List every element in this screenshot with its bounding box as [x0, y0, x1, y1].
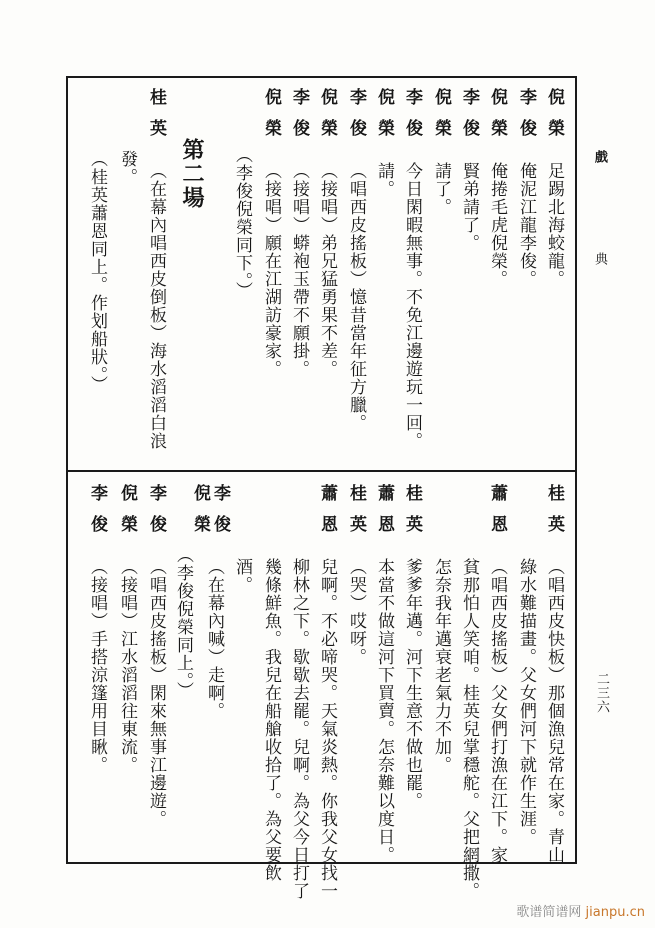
dialogue-line: （哭）哎呀。: [346, 558, 366, 666]
dialogue-line: （在幕內喊）走啊。: [204, 558, 224, 720]
speaker: 李俊: [289, 88, 309, 150]
page-number: 二三六: [594, 672, 609, 714]
speaker: 倪榮: [317, 88, 337, 150]
dialogue-line: 足踢北海蛟龍。: [544, 162, 564, 288]
speaker: 李俊: [87, 484, 107, 546]
dialogue-line: 本當不做這河下買賣。怎奈難以度日。: [374, 558, 394, 864]
speaker: 蕭恩: [317, 484, 337, 546]
watermark-site: jianpu.cn: [585, 905, 645, 920]
speaker: 李俊: [459, 88, 479, 150]
dialogue-continuation: 發。: [117, 150, 137, 186]
dialogue-continuation: 怎奈我年邁衰老氣力不加。: [431, 558, 451, 774]
dialogue-line: 爹爹年邁。河下生意不做也罷。: [402, 558, 422, 810]
speaker: 蕭恩: [374, 484, 394, 546]
speaker: 桂英: [402, 484, 422, 546]
speaker: 倪榮: [374, 88, 394, 150]
running-header-top: 戲: [592, 150, 607, 163]
speaker: 桂英: [146, 88, 166, 150]
speaker: 桂英: [544, 484, 564, 546]
dialogue-line: 兒啊。不必啼哭。天氣炎熱。你我父女找一: [317, 558, 337, 900]
stage-direction: （李俊倪榮同下。）: [232, 146, 252, 300]
speaker: 倪榮: [190, 484, 210, 546]
speaker: 李俊: [146, 484, 166, 546]
dialogue-line: （接唱）願在江湖訪豪家。: [261, 162, 281, 378]
dialogue-line: （唱西皮搖板）憶昔當年征方臘。: [346, 162, 366, 432]
speaker: 倪榮: [487, 88, 507, 150]
scene-heading: 第二場: [179, 138, 205, 210]
running-header-bottom: 典: [592, 252, 607, 265]
speaker: 倪榮: [544, 88, 564, 150]
stage-direction: （桂英蕭恩同上。作划船狀。）: [87, 150, 107, 394]
dialogue-line: 俺捲毛虎倪榮。: [487, 162, 507, 288]
section-divider: [68, 470, 576, 472]
dialogue-line: 請了。: [431, 162, 451, 216]
watermark-cn: 歌谱简谱网: [516, 905, 582, 920]
dialogue-line: 俺泥江龍李俊。: [516, 162, 536, 288]
speaker: 倪榮: [261, 88, 281, 150]
dialogue-continuation: 貧那怕人笑咱。桂英兒掌穩舵。父把網撒。: [459, 558, 479, 900]
dialogue-line: （唱西皮快板）那個漁兒常在家。青山: [544, 558, 564, 864]
dialogue-line: 請。: [374, 162, 394, 198]
dialogue-line: （在幕內唱西皮倒板）海水滔滔白浪: [146, 162, 166, 450]
dialogue-line: （接唱）弟兄猛勇果不差。: [317, 162, 337, 378]
stage-direction: （李俊倪榮同上。）: [173, 546, 193, 700]
dialogue-line: （接唱）蟒袍玉帶不願掛。: [289, 162, 309, 378]
speaker: 李俊: [346, 88, 366, 150]
dialogue-line: （唱西皮搖板）父女們打漁在江下。家: [487, 558, 507, 864]
dialogue-continuation: 幾條鮮魚。我兒在船艙收拾了。為父要飲: [261, 558, 281, 882]
dialogue-line: 今日閑暇無事。不免江邊遊玩一回。: [402, 162, 422, 450]
speaker: 倪榮: [117, 484, 137, 546]
speaker: 桂英: [346, 484, 366, 546]
dialogue-continuation: 酒。: [232, 558, 252, 594]
dialogue-line: （唱西皮搖板）閑來無事江邊遊。: [146, 558, 166, 828]
watermark: [516, 901, 645, 920]
speaker: 倪榮: [431, 88, 451, 150]
dialogue-continuation: 柳林之下。歇歇去罷。兒啊。為父今日打了: [289, 558, 309, 900]
dialogue-continuation: 綠水難描畫。父女們河下就作生涯。: [516, 558, 536, 846]
speaker: 李俊: [402, 88, 422, 150]
speaker: 李俊: [210, 484, 230, 546]
speaker: 蕭恩: [487, 484, 507, 546]
speaker: 李俊: [516, 88, 536, 150]
dialogue-line: （接唱）手搭涼篷用目瞅。: [87, 558, 107, 774]
dialogue-line: 賢弟請了。: [459, 162, 479, 252]
dialogue-line: （接唱）江水滔滔往東流。: [117, 558, 137, 774]
